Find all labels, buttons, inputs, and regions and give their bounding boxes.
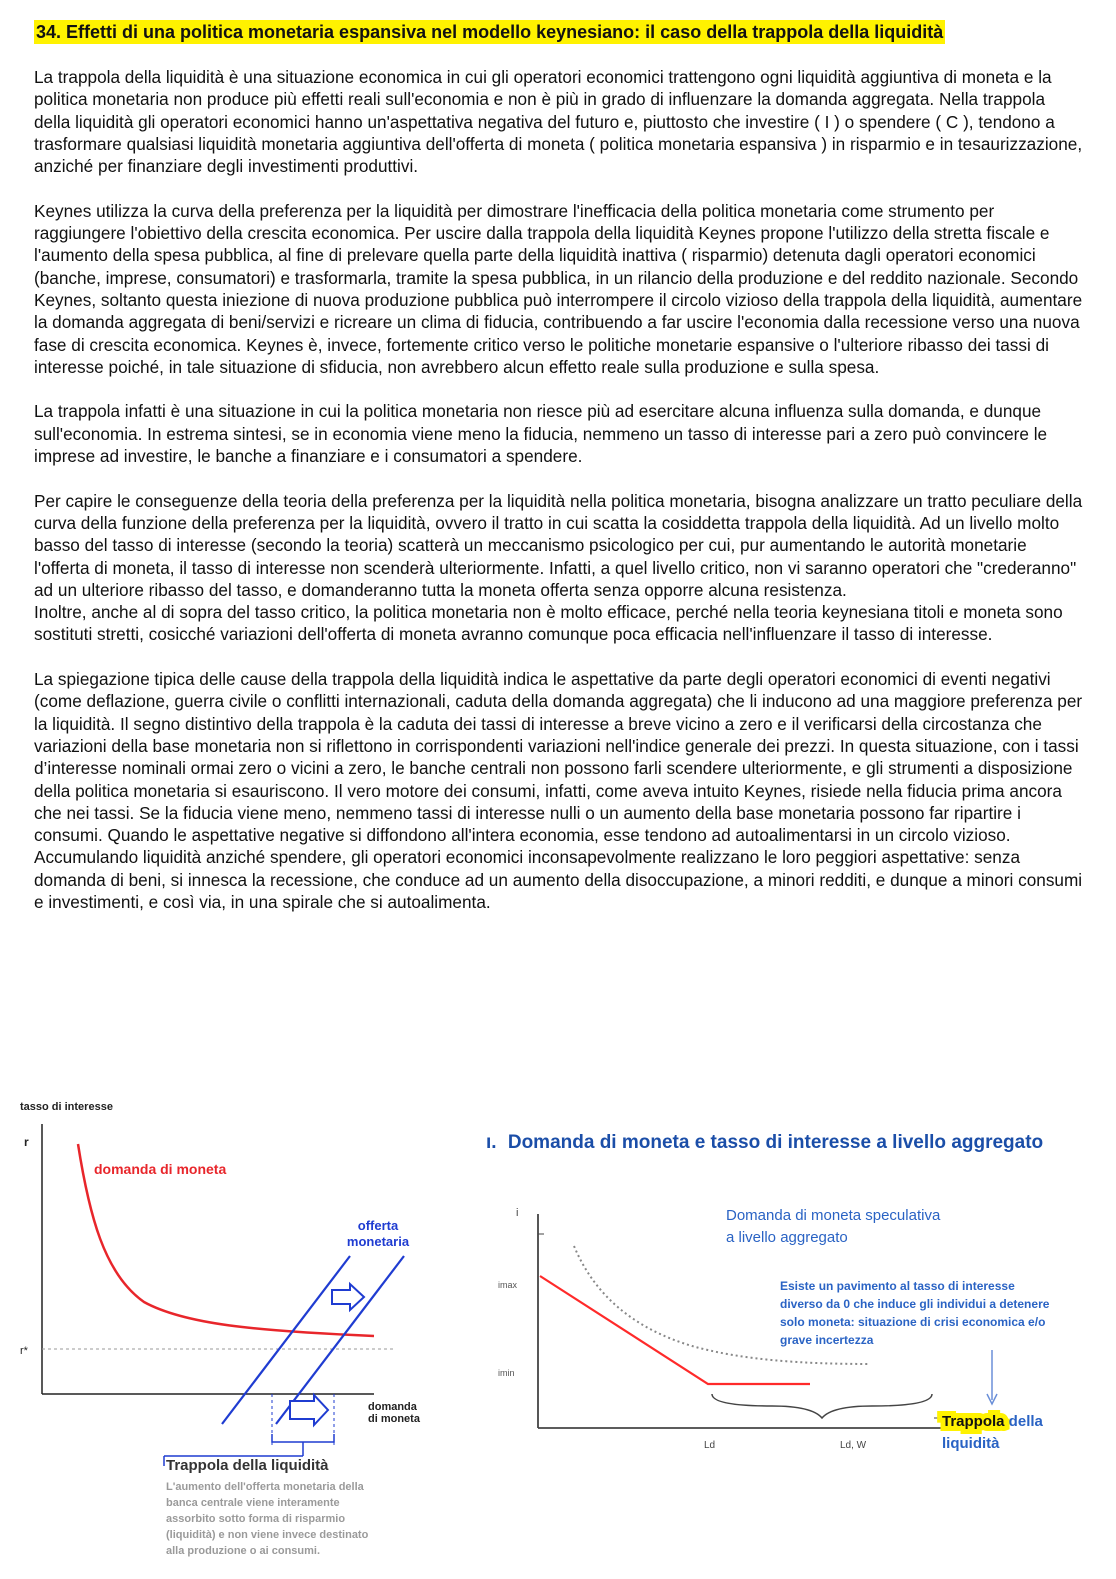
note-line: Esiste un pavimento al tasso di interesse — [780, 1279, 1015, 1293]
caption-line: alla produzione o ai consumi. — [166, 1545, 321, 1557]
aggregate-demand-curve — [540, 1276, 810, 1384]
x-axis-label-2: di moneta — [368, 1413, 420, 1425]
paragraph: La spiegazione tipica delle cause della trappola della liquidità indica le aspettative da parte degli operatori economici di eventi negativi (come deflazione, guerra civile o conflitti internazionali, caduta della domanda aggregata) che li inducono ad una maggiore preferenza per la liquidità. Il segno distintivo della trappola è la caduta dei tassi di interesse a breve vicino a zero e il verificarsi della circostanza che variazioni della base monetaria non si riflettono in corrispondenti variazioni nell'indice generale dei prezzi. In questa situazione, con i tassi d’interesse nominali ormai zero o vicini a zero, le banche centrali non possono farli scendere ulteriormente, e gli strumenti a disposizione della politica monetaria si esauriscono. Il vero motore dei consumi, infatti, come aveva intuito Keynes, risiede nella fiducia prima ancora che nei tassi. Se la fiducia viene meno, nemmeno tassi di interesse nulli o un aumento della base monetaria possono far ripartire i consumi. Quando le aspettative negative si diffondono all'intera economia, esse tendono ad autoalimentarsi in un circolo vizioso. — [34, 669, 1083, 846]
caption-line: banca centrale viene interamente — [166, 1497, 340, 1509]
money-supply-line-2 — [276, 1256, 404, 1424]
body-text — [34, 66, 1086, 913]
paragraph: Keynes utilizza la curva della preferenza per la liquidità per dimostrare l'inefficacia della politica monetaria come strumento per raggiungere l'obiettivo della crescita economica. Per uscire dalla trappola della liquidità Keynes propone l'utilizzo della stretta fiscale e l'aumento della spesa pubblica, al fine di prelevare quella parte della liquidità inattiva ( risparmio) detenuta dagli operatori economici (banche, imprese, consumatori) e trasformarla, tramite la spesa pubblica, in un rilancio della produzione e del reddito nazionale. Secondo Keynes, soltanto questa iniezione di nuova produzione pubblica può interrompere il circolo vizioso della trappola della liquidità, aumentare la domanda aggregata di beni/servizi e ricreare un clima di fiducia, contribuendo a far uscire l'economia dalla recessione verso una nuova fase di crescita economica. Keynes è, invece, fortemente critico verso le politiche monetarie espansive o l'ulteriore ribasso dei tassi di interesse poiché, in tale situazione di sfiducia, non avrebbero alcun effetto reale sulla produzione e sulla spesa. — [34, 200, 1083, 377]
r-label: r — [24, 1135, 29, 1149]
liquidity-trap-diagram-left — [14, 1094, 464, 1574]
note-line: grave incertezza — [780, 1333, 874, 1347]
caption-line: assorbito sotto forma di risparmio — [166, 1513, 346, 1525]
demand-curve-label: domanda di moneta — [94, 1161, 227, 1177]
supply-label-2: monetaria — [346, 1234, 410, 1249]
trap-label-line2: liquidità — [942, 1435, 1000, 1452]
title-text: Domanda di moneta e tasso di interesse a livello aggregato — [507, 1132, 1044, 1153]
figure-title — [486, 1132, 1043, 1153]
curve-label-1: Domanda di moneta speculativa — [726, 1207, 941, 1224]
caption-line: L'aumento dell'offerta monetaria della — [166, 1481, 364, 1493]
x-tick-label: Ld, W — [840, 1440, 867, 1451]
supply-label-1: offerta — [357, 1218, 399, 1233]
money-supply-line-1 — [222, 1256, 350, 1424]
y-axis-label: i — [516, 1207, 519, 1219]
paragraph: Per capire le conseguenze della teoria della preferenza per la liquidità nella politica monetaria, bisogna analizzare un tratto peculiare della curva della funzione della preferenza per la liquidità, ovvero il tratto in cui scatta la cosiddetta trappola della liquidità. Ad un livello molto basso del tasso di interesse (secondo la teoria) scatterà un meccanismo psicologico per cui, pur aumentando le autorità monetarie l'offerta di moneta, il tasso di interesse non scenderà ulteriormente. Infatti, a quel livello critico, non vi saranno operatori che "crederanno" ad un ulteriore ribasso del tasso, e domanderanno tutta la moneta offerta senza opporre alcuna resistenza. — [34, 490, 1083, 600]
section-heading: 34. Effetti di una politica monetaria espansiva nel modello keynesiano: il caso della trappola della liquidità — [36, 22, 944, 42]
brace — [712, 1394, 932, 1418]
aggregate-money-demand-diagram-right — [482, 1118, 1112, 1458]
curve-label-2: a livello aggregato — [726, 1229, 848, 1246]
paragraph: Accumulando liquidità anziché spendere, gli operatori economici inconsapevolmente realizzano le loro peggiori aspettative: senza domanda di beni, si innesca la recessione, che conduce ad un aumento della disoccupazione, a minori redditi, e dunque a minori consumi e investimenti, e così via, in una spirale che si autoalimenta. — [34, 847, 1083, 912]
note-line: solo moneta: situazione di crisi economica e/o — [780, 1315, 1046, 1329]
shift-arrow-icon — [332, 1284, 364, 1310]
caption-title: Trappola della liquidità — [166, 1457, 329, 1474]
r-star-label: r* — [20, 1345, 28, 1357]
title-number: ı. — [486, 1132, 497, 1153]
x-tick-label: Ld — [704, 1440, 716, 1451]
paragraph: La trappola infatti è una situazione in cui la politica monetaria non riesce più ad esercitare alcuna influenza sulla domanda, e dunque sull'economia. In estrema sintesi, se in economia viene meno la fiducia, nemmeno un tasso di interesse pari a zero può convincere le imprese ad investire, le banche a finanziare e i consumatori a spendere. — [34, 401, 1048, 467]
trap-label-rest: della — [1004, 1413, 1043, 1430]
trap-label-highlight: Trappola — [942, 1413, 1005, 1430]
bracket — [272, 1434, 334, 1442]
trap-label — [942, 1413, 1044, 1430]
note-line: diverso da 0 che induce gli individui a detenere — [780, 1297, 1050, 1311]
paragraph: Inoltre, anche al di sopra del tasso critico, la politica monetaria non è molto efficace, perché nella teoria keynesiana titoli e moneta sono sostituti stretti, cosicché variazioni dell'offerta di moneta avranno comunque poca efficacia nell'influenzare il tasso di interesse. — [34, 602, 1063, 645]
x-axis-label-1: domanda — [368, 1401, 417, 1413]
imin-label: imin — [498, 1368, 515, 1378]
y-axis-title: tasso di interesse — [20, 1101, 113, 1113]
caption-line: (liquidità) e non viene invece destinato — [166, 1529, 369, 1541]
imax-label: imax — [498, 1280, 518, 1290]
paragraph: La trappola della liquidità è una situazione economica in cui gli operatori economici trattengono ogni liquidità aggiuntiva di moneta e la politica monetaria non produce più effetti reali sull'economia e non è più in grado di influenzare la domanda aggregata. Nella trappola della liquidità gli operatori economici hanno un'aspettativa negativa del futuro e, piuttosto che investire ( I ) o spendere ( C ), tendono a trasformare qualsiasi liquidità monetaria aggiuntiva dell'offerta di moneta ( politica monetaria espansiva ) in risparmio e in tesaurizzazione, anziché per finanziare degli investimenti produttivi. — [34, 67, 1083, 177]
